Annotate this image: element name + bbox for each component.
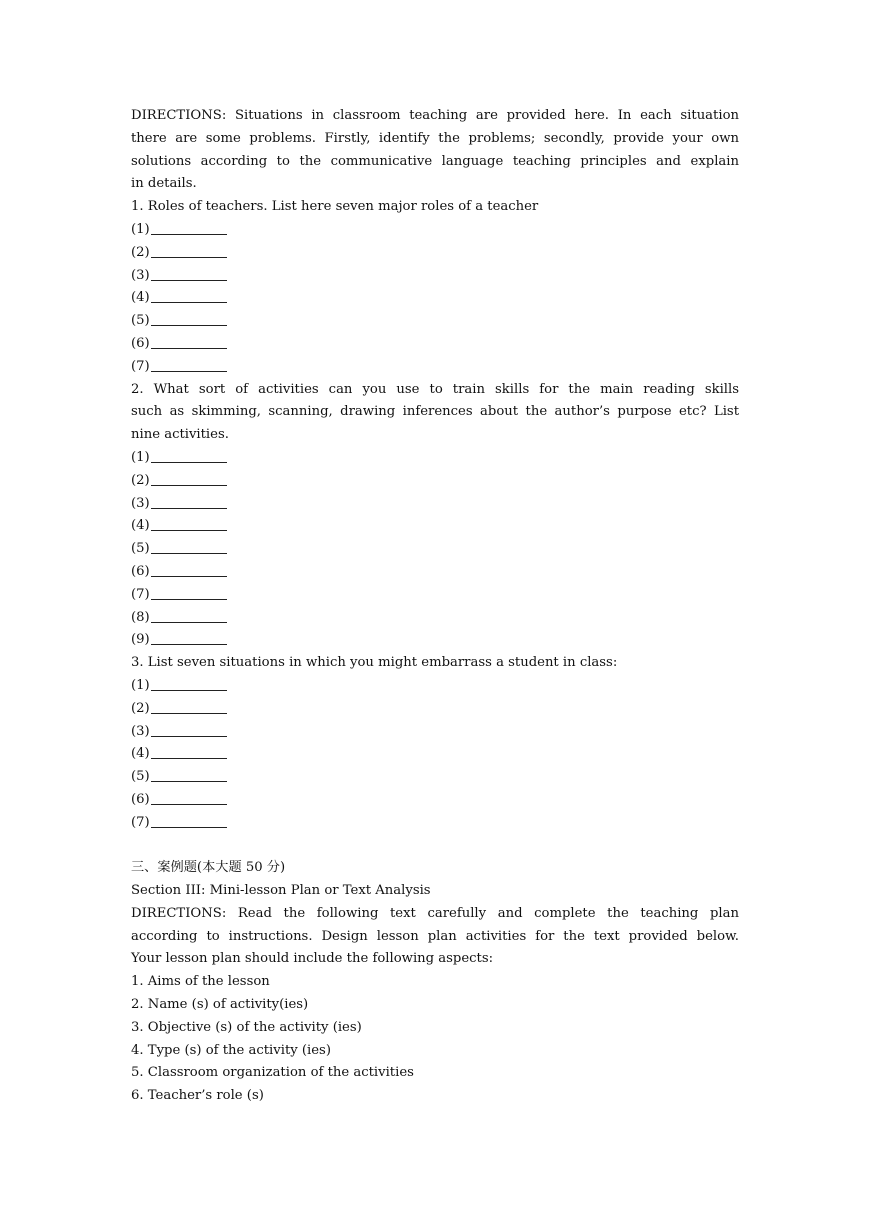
answer-blank-item [131, 333, 739, 356]
answer-blank[interactable] [151, 448, 227, 463]
directions-line: DIRECTIONS: Situations in classroom teaching are provided here. In each situation [131, 108, 739, 123]
directions-line: solutions according to the communicative language teaching principles and explain [131, 153, 739, 169]
section-directions-line: DIRECTIONS: Read the following text carefully and complete the teaching plan [131, 905, 739, 921]
answer-blank[interactable] [151, 266, 227, 281]
question-1-prompt: 1. Roles of teachers. List here seven major roles of a teacher [131, 199, 539, 215]
blank-number: (6) [131, 563, 150, 579]
answer-blank[interactable] [151, 334, 227, 349]
blank-number: (2) [131, 700, 150, 716]
answer-blank[interactable] [151, 357, 227, 372]
answer-blank-item [131, 219, 739, 242]
exam-page [131, 105, 739, 1108]
blank-number: (1) [131, 449, 150, 465]
blank-number: (5) [131, 313, 150, 329]
blank-number: (1) [131, 221, 150, 237]
section-spacer [131, 835, 739, 858]
blank-number: (1) [131, 677, 150, 693]
answer-blank-item [131, 265, 739, 288]
answer-blank[interactable] [151, 813, 227, 828]
question-2-prompt-line: nine activities. [131, 427, 229, 443]
question-2-blanks [131, 447, 739, 652]
answer-blank-item [131, 698, 739, 721]
answer-blank-item [131, 675, 739, 698]
answer-blank[interactable] [151, 494, 227, 509]
question-1-blanks [131, 219, 739, 379]
answer-blank[interactable] [151, 471, 227, 486]
answer-blank[interactable] [151, 722, 227, 737]
blank-number: (7) [131, 358, 150, 374]
aspect-item: 1. Aims of the lesson [131, 974, 270, 990]
answer-blank[interactable] [151, 562, 227, 577]
answer-blank-item [131, 493, 739, 516]
aspect-item: 4. Type (s) of the activity (ies) [131, 1042, 331, 1058]
question-1 [131, 196, 739, 378]
answer-blank[interactable] [151, 220, 227, 235]
blank-number: (4) [131, 518, 150, 534]
blank-number: (6) [131, 791, 150, 807]
answer-blank[interactable] [151, 516, 227, 531]
aspect-item: 6. Teacher’s role (s) [131, 1088, 264, 1104]
section-3 [131, 857, 739, 1108]
answer-blank[interactable] [151, 767, 227, 782]
aspect-item: 5. Classroom organization of the activities [131, 1065, 414, 1081]
answer-blank-item [131, 629, 739, 652]
answer-blank-item [131, 356, 739, 379]
blank-number: (3) [131, 723, 150, 739]
answer-blank-item [131, 743, 739, 766]
answer-blank-item [131, 607, 739, 630]
blank-number: (8) [131, 609, 150, 625]
answer-blank-item [131, 812, 739, 835]
blank-number: (2) [131, 472, 150, 488]
directions-line: in details. [131, 176, 197, 192]
question-3-blanks [131, 675, 739, 835]
aspect-item: 2. Name (s) of activity(ies) [131, 997, 309, 1013]
answer-blank-item [131, 287, 739, 310]
section-directions-line: Your lesson plan should include the following aspects: [131, 951, 494, 967]
blank-number: (9) [131, 632, 150, 648]
section-heading-cn: 三、案例题(本大题 50 分) [131, 860, 286, 876]
aspect-item: 3. Objective (s) of the activity (ies) [131, 1019, 362, 1035]
blank-number: (7) [131, 586, 150, 602]
blank-number: (7) [131, 814, 150, 830]
answer-blank-item [131, 789, 739, 812]
section-directions-line: according to instructions. Design lesson plan activities for the text provided below. [131, 928, 739, 944]
answer-blank[interactable] [151, 699, 227, 714]
answer-blank[interactable] [151, 676, 227, 691]
question-3-prompt: 3. List seven situations in which you might embarrass a student in class: [131, 655, 618, 671]
blank-number: (6) [131, 335, 150, 351]
blank-number: (5) [131, 769, 150, 785]
answer-blank-item [131, 721, 739, 744]
blank-number: (3) [131, 495, 150, 511]
question-2 [131, 379, 739, 653]
question-2-prompt-line: such as skimming, scanning, drawing inferences about the author’s purpose etc? List [131, 404, 739, 420]
directions-line: there are some problems. Firstly, identify the problems; secondly, provide your own [131, 130, 739, 146]
answer-blank-item [131, 515, 739, 538]
answer-blank[interactable] [151, 539, 227, 554]
answer-blank[interactable] [151, 585, 227, 600]
answer-blank[interactable] [151, 243, 227, 258]
answer-blank[interactable] [151, 288, 227, 303]
directions-block [131, 105, 739, 196]
answer-blank-item [131, 242, 739, 265]
section-title: Section III: Mini-lesson Plan or Text Analysis [131, 883, 431, 899]
answer-blank[interactable] [151, 311, 227, 326]
answer-blank[interactable] [151, 744, 227, 759]
blank-number: (2) [131, 244, 150, 260]
question-2-prompt-line: 2. What sort of activities can you use to train skills for the main reading skills [131, 381, 739, 397]
answer-blank-item [131, 561, 739, 584]
answer-blank[interactable] [151, 630, 227, 645]
answer-blank-item [131, 310, 739, 333]
answer-blank-item [131, 470, 739, 493]
question-3 [131, 652, 739, 834]
answer-blank[interactable] [151, 608, 227, 623]
answer-blank-item [131, 584, 739, 607]
blank-number: (5) [131, 541, 150, 557]
answer-blank-item [131, 447, 739, 470]
answer-blank-item [131, 766, 739, 789]
blank-number: (4) [131, 746, 150, 762]
blank-number: (4) [131, 290, 150, 306]
answer-blank-item [131, 538, 739, 561]
blank-number: (3) [131, 267, 150, 283]
answer-blank[interactable] [151, 790, 227, 805]
